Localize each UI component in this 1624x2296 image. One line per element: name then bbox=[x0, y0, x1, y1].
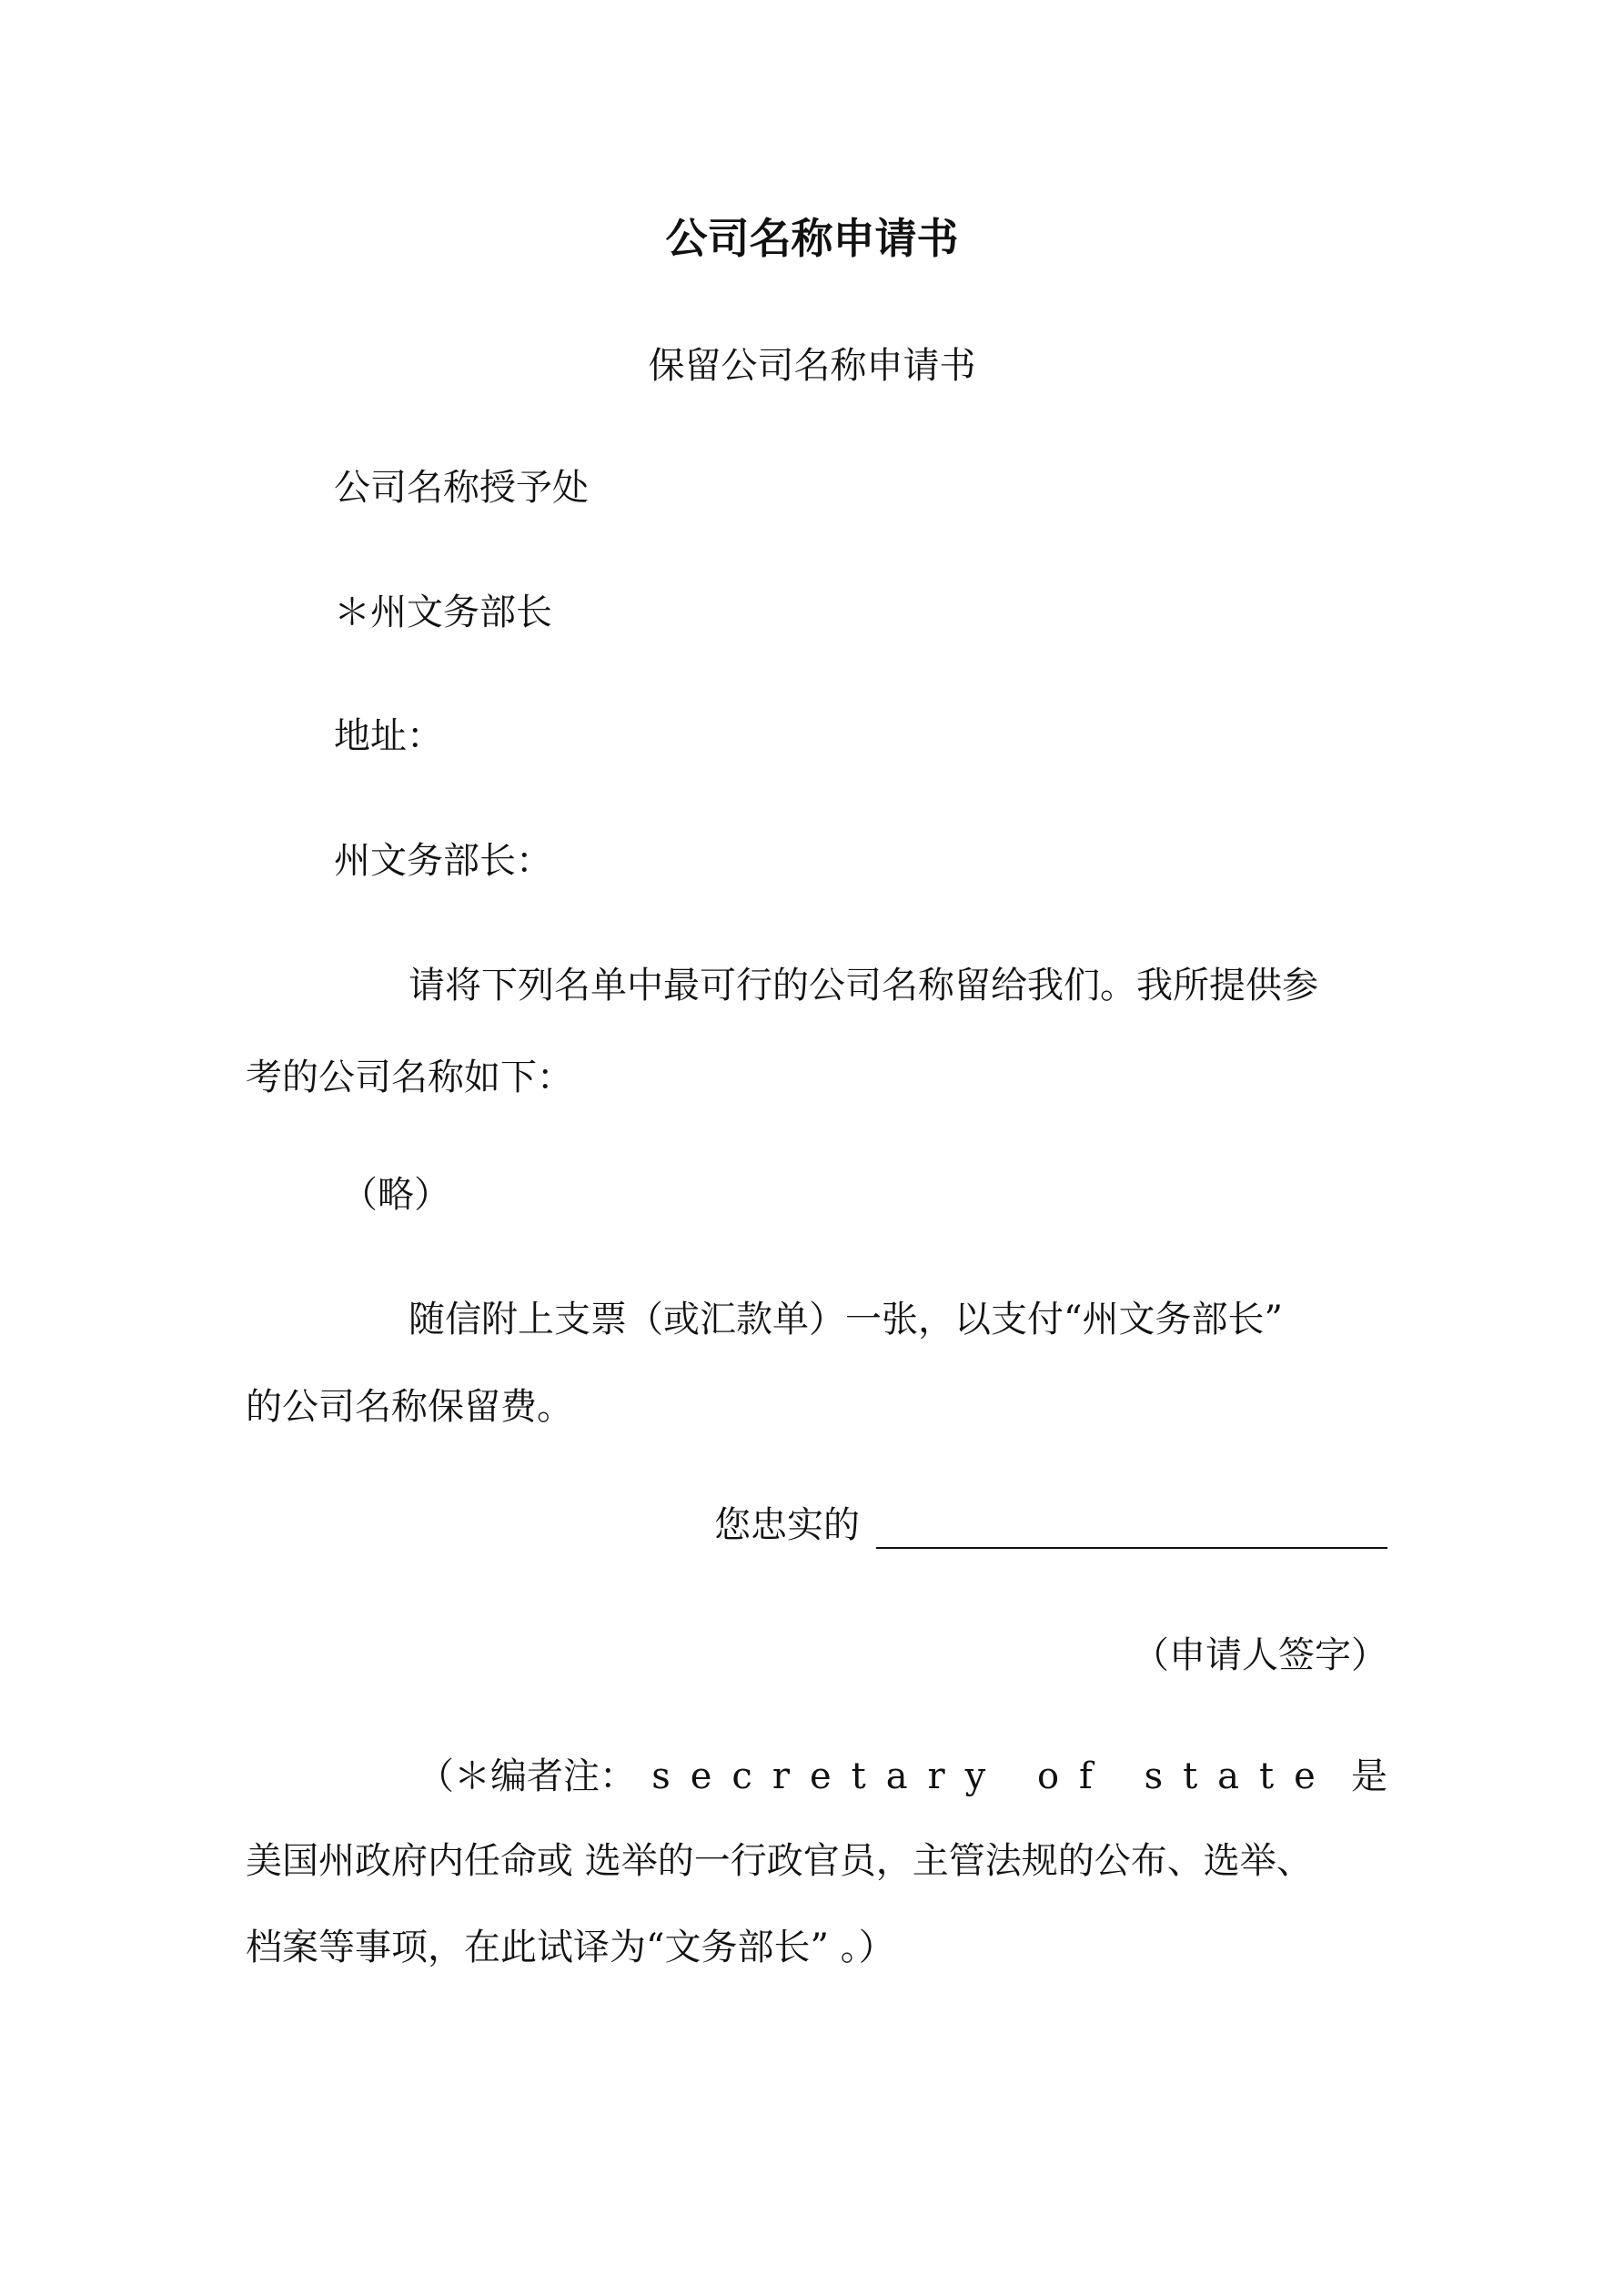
recipient-title: ＊州文务部长 bbox=[334, 592, 552, 633]
salutation: 州文务部长： bbox=[334, 840, 552, 882]
address-label: 地址： bbox=[334, 715, 443, 757]
signature-line bbox=[876, 1507, 1387, 1549]
editor-note-line1 bbox=[418, 1753, 1387, 1800]
editor-note-line2: 美国州政府内任命或 选举的一行政官员，主管法规的公布、选举、 bbox=[246, 1840, 1313, 1882]
paragraph2-line1: 随信附上支票（或汇款单）一张，以支付“州文务部长” bbox=[409, 1299, 1283, 1340]
omitted-note: （略） bbox=[341, 1174, 450, 1216]
paragraph1-line2: 考的公司名称如下： bbox=[246, 1057, 573, 1098]
editor-note-prefix: （＊编者注： bbox=[418, 1755, 636, 1797]
editor-note-suffix: 是 bbox=[1350, 1755, 1387, 1797]
document-title: 公司名称申请书 bbox=[665, 214, 959, 263]
paragraph2-line2: 的公司名称保留费。 bbox=[246, 1386, 573, 1428]
document-subtitle: 保留公司名称申请书 bbox=[648, 345, 976, 387]
closing-row bbox=[714, 1502, 1387, 1549]
editor-note-line3: 档案等事项，在此试译为“文务部长” 。） bbox=[246, 1927, 895, 1968]
signature-note: （申请人签字） bbox=[1133, 1634, 1387, 1676]
closing-text: 您忠实的 bbox=[714, 1504, 860, 1546]
recipient-office: 公司名称授予处 bbox=[334, 467, 589, 509]
paragraph1-line1: 请将下列名单中最可行的公司名称留给我们。我所提供参 bbox=[409, 965, 1318, 1006]
editor-note-english: secretary of state bbox=[651, 1755, 1336, 1797]
